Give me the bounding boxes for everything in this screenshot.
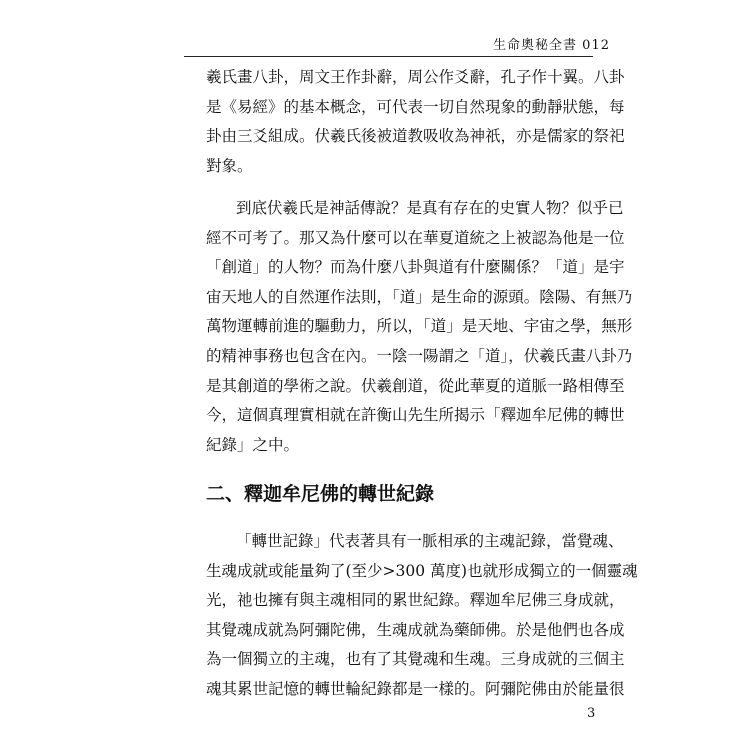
page-number: 3 — [587, 706, 596, 721]
paragraph-2 — [206, 194, 633, 460]
text-line: 萬物運轉前進的驅動力，所以，「道」是天地、宇宙之學，無形 — [206, 317, 633, 336]
text-line: 紀錄」之中。 — [206, 435, 300, 454]
paragraph-3 — [206, 527, 638, 705]
text-line: 今，這個真理實相就在許衡山先生所揭示「釋迦牟尼佛的轉世 — [206, 406, 625, 425]
text-line: 生魂成就或能量夠了(至少>300 萬度)也就形成獨立的一個靈魂 — [206, 561, 638, 580]
text-line: 的精神事務也包含在內。一陰一陽謂之「道」，伏羲氏畫八卦乃 — [206, 346, 633, 365]
text-line: 卦由三爻組成。伏羲氏後被道教吸收為神祇，亦是儒家的祭祀 — [206, 127, 625, 146]
text-line: 宙天地人的自然運作法則，「道」是生命的源頭。陰陽、有無乃 — [206, 287, 633, 306]
text-line: 羲氏畫八卦，周文王作卦辭，周公作爻辭，孔子作十翼。八卦 — [206, 68, 625, 86]
text-line: 「創道」的人物？而為什麼八卦與道有什麼關係？「道」是宇 — [206, 258, 625, 277]
running-header: 生命奧秘全書 012 — [493, 38, 610, 53]
header-rule — [184, 56, 593, 57]
text-line: 到底伏羲氏是神話傳說？是真有存在的史實人物？似乎已 — [236, 199, 624, 217]
text-line: 經不可考了。那又為什麼可以在華夏道統之上被認為他是一位 — [206, 228, 625, 247]
text-line: 其覺魂成就為阿彌陀佛，生魂成就為藥師佛。於是他們也各成 — [206, 620, 625, 639]
text-line: 是其創道的學術之說。伏羲創道，從此華夏的道脈一路相傳至 — [206, 376, 625, 395]
text-line: 是《易經》的基本概念，可代表一切自然現象的動靜狀態，每 — [206, 97, 625, 116]
text-line: 「轉世記錄」代表著具有一脈相承的主魂記錄，當覺魂、 — [236, 532, 624, 550]
paragraph-1 — [206, 63, 625, 181]
text-line: 為一個獨立的主魂，也有了其覺魂和生魂。三身成就的三個主 — [206, 650, 625, 669]
text-line: 對象。 — [206, 156, 253, 175]
text-line: 光，祂也擁有與主魂相同的累世紀錄。釋迦牟尼佛三身成就， — [206, 591, 625, 610]
text-line: 魂其累世記憶的轉世輪紀錄都是一樣的。阿彌陀佛由於能量很 — [206, 679, 625, 698]
section-heading: 二、釋迦牟尼佛的轉世紀錄 — [206, 483, 435, 505]
